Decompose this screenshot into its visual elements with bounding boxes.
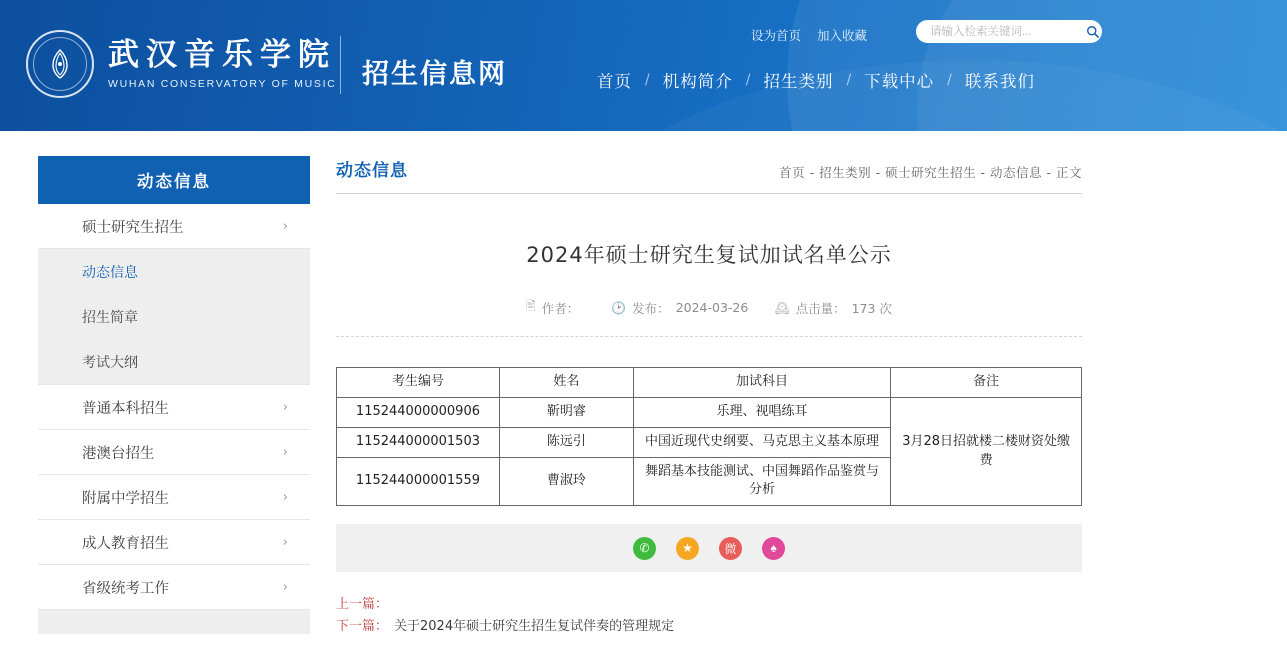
sidebar-item-label: 港澳台招生: [82, 445, 155, 462]
sidebar-item-provincial-exam-work[interactable]: [38, 565, 310, 610]
sidebar-item-hmt-admission[interactable]: [38, 430, 310, 475]
sidebar-item-undergraduate-admission[interactable]: [38, 385, 310, 430]
cell-candidate-remark: 3月28日招就楼二楼财资处缴费: [891, 397, 1082, 505]
meta-author: [526, 297, 585, 318]
top-utility-links: [751, 26, 867, 44]
sidebar-item-label: 省级统考工作: [82, 580, 169, 597]
clock-icon: 🕑: [611, 300, 627, 315]
sidebar-title: 动态信息: [38, 156, 310, 204]
pager-prev-label: 上一篇：: [336, 597, 389, 613]
nav-separator: /: [645, 72, 650, 88]
cell-candidate-name: 曹淑玲: [499, 457, 633, 506]
chevron-right-icon: ›: [282, 218, 288, 234]
main-content: [336, 156, 1082, 638]
sidebar: [38, 156, 310, 634]
page-body: [0, 131, 1287, 656]
sidebar-item-adult-education-admission[interactable]: [38, 520, 310, 565]
meta-views-label: 点击量：: [795, 300, 846, 316]
nav-separator: /: [947, 72, 952, 88]
site-header: [0, 0, 1287, 131]
sidebar-item-label: 附属中学招生: [82, 490, 169, 507]
cell-candidate-subjects: 中国近现代史纲要、马克思主义基本原理: [633, 427, 891, 457]
nav-item-contact[interactable]: 联系我们: [964, 72, 1035, 91]
article-pager: [336, 594, 1082, 638]
university-seal-icon: [26, 30, 94, 98]
search-input[interactable]: [928, 25, 1086, 39]
candidate-table: [336, 367, 1082, 506]
share-bar: [336, 524, 1082, 572]
document-icon: 🖹: [526, 299, 536, 313]
breadcrumb: 首页 - 招生类别 - 硕士研究生招生 - 动态信息 - 正文: [779, 165, 1082, 180]
sidebar-footer-spacer: [38, 610, 310, 634]
set-homepage-link[interactable]: 设为首页: [750, 29, 801, 43]
nav-item-about[interactable]: 机构简介: [662, 72, 733, 91]
table-header-subjects: 加试科目: [633, 368, 891, 398]
main-navigation: [584, 68, 1048, 92]
table-header-name: 姓名: [499, 368, 633, 398]
sidebar-item-label: 硕士研究生招生: [82, 219, 184, 236]
meta-divider: [336, 336, 1082, 337]
meta-author-label: 作者：: [541, 300, 580, 316]
add-favorite-link[interactable]: 加入收藏: [816, 29, 867, 43]
eye-icon: 🕰: [774, 300, 790, 315]
chevron-right-icon: ›: [282, 444, 288, 460]
chevron-right-icon: ›: [282, 579, 288, 595]
table-header-row: [337, 368, 1082, 398]
cell-candidate-subjects: 乐理、视唱练耳: [633, 397, 891, 427]
sidebar-item-affiliated-school-admission[interactable]: [38, 475, 310, 520]
search-box[interactable]: [916, 20, 1102, 43]
meta-publish-value: 2024-03-26: [675, 300, 749, 315]
sidebar-item-label: 普通本科招生: [82, 400, 169, 417]
school-name-cn: 武汉音乐学院: [108, 36, 336, 73]
article-title: 2024年硕士研究生复试加试名单公示: [526, 243, 892, 267]
pager-next-link[interactable]: 关于2024年硕士研究生招生复试伴奏的管理规定: [394, 619, 675, 635]
cell-candidate-id: 115244000000906: [337, 397, 500, 427]
nav-separator: /: [846, 72, 852, 88]
cell-candidate-subjects: 舞蹈基本技能测试、中国舞蹈作品鉴赏与分析: [633, 457, 891, 506]
site-logo[interactable]: [26, 30, 337, 98]
pager-prev: [336, 594, 1082, 616]
cell-candidate-name: 陈远引: [499, 427, 633, 457]
nav-item-home[interactable]: 首页: [597, 72, 632, 91]
share-wechat-icon[interactable]: ✆: [633, 537, 656, 560]
meta-publish-date: [611, 299, 748, 317]
chevron-right-icon: ›: [282, 489, 288, 505]
share-weibo-icon[interactable]: 微: [719, 537, 742, 560]
site-title: 招生信息网: [362, 59, 507, 90]
article-meta: [336, 297, 1082, 318]
table-header-remark: 备注: [891, 368, 1082, 398]
meta-views: [774, 299, 892, 317]
table-header-id: 考生编号: [337, 368, 500, 398]
sidebar-item-label: 成人教育招生: [82, 535, 169, 552]
nav-separator: /: [745, 72, 751, 88]
header-divider: [340, 36, 341, 94]
cell-candidate-id: 115244000001503: [337, 427, 500, 457]
sidebar-item-graduate-admission[interactable]: [38, 204, 310, 249]
pager-next: [336, 616, 1082, 638]
table-row: [337, 397, 1082, 427]
cell-candidate-id: 115244000001559: [337, 457, 500, 506]
sidebar-submenu-graduate: [38, 249, 310, 385]
nav-item-admission-categories[interactable]: 招生类别: [763, 72, 834, 91]
sidebar-subitem-exam-outline[interactable]: 考试大纲: [82, 354, 138, 371]
sidebar-subitem-brochure[interactable]: 招生简章: [82, 309, 138, 326]
meta-publish-label: 发布：: [632, 300, 670, 316]
sidebar-subitem-news[interactable]: 动态信息: [82, 264, 138, 281]
meta-views-value: 173 次: [851, 300, 892, 316]
content-header: [336, 156, 1082, 194]
chevron-right-icon: ›: [282, 399, 288, 415]
pager-next-label: 下一篇：: [336, 619, 389, 635]
school-name-en: WUHAN CONSERVATORY OF MUSIC: [108, 78, 337, 91]
search-icon[interactable]: [1086, 22, 1100, 42]
share-favorite-icon[interactable]: ★: [676, 537, 699, 560]
nav-item-downloads[interactable]: 下载中心: [864, 72, 935, 91]
cell-candidate-name: 靳明睿: [499, 397, 633, 427]
share-qzone-icon[interactable]: ♠: [762, 537, 785, 560]
page-title: 动态信息: [336, 161, 408, 181]
chevron-right-icon: ›: [282, 534, 288, 550]
